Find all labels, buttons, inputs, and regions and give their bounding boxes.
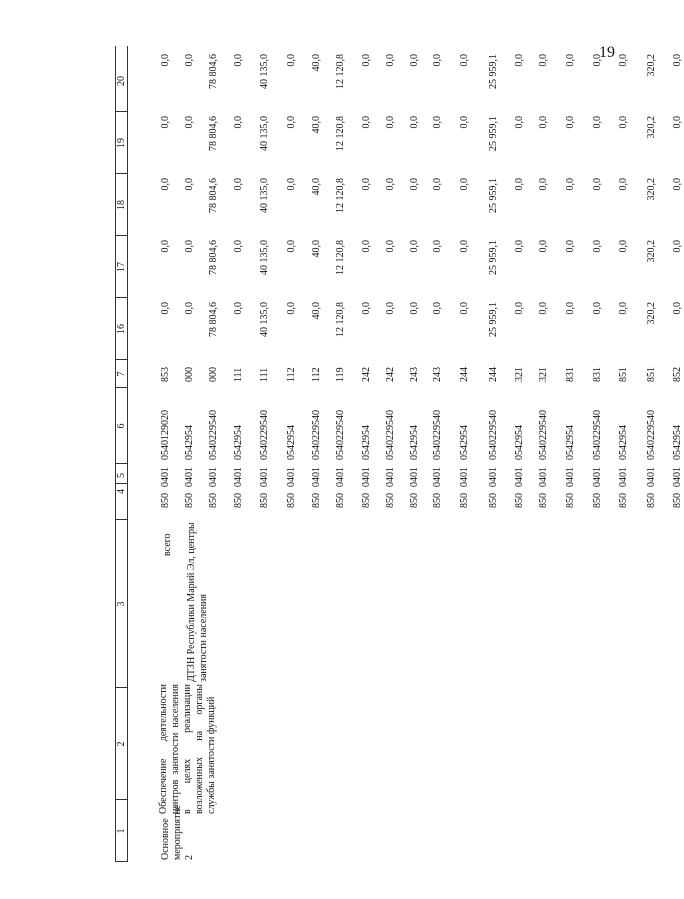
table-cell-v17: 0,0	[432, 240, 443, 253]
table-cell-csr: 0540229540	[592, 410, 603, 460]
table-cell-v18: 78 804,6	[208, 178, 219, 213]
table-cell-v17: 0,0	[538, 240, 549, 253]
table-cell-rzpr: 0401	[488, 467, 499, 487]
column-header-3: 3	[116, 601, 127, 607]
table-cell-rzpr: 0401	[335, 467, 346, 487]
table-cell-vr: 831	[565, 367, 576, 382]
table-cell-csr: 0542954	[409, 425, 420, 460]
table-cell-v19: 0,0	[409, 116, 420, 129]
table-cell-v20: 0,0	[514, 54, 525, 67]
table-cell-csr: 0542954	[184, 425, 195, 460]
table-cell-v20: 0,0	[233, 54, 244, 67]
table-cell-vr: 243	[409, 367, 420, 382]
table-cell-vr: 000	[184, 367, 195, 382]
table-cell-v19: 0,0	[672, 116, 683, 129]
table-cell-v17: 0,0	[361, 240, 372, 253]
table-cell-v20: 0,0	[361, 54, 372, 67]
table-cell-vr: 000	[208, 367, 219, 382]
table-cell-grbs: 850	[208, 493, 219, 508]
executor-dtzn: ДТЗН Республики Марий Эл, центры занятости населения	[186, 522, 209, 682]
table-cell-v18: 0,0	[184, 178, 195, 191]
table-cell-rzpr: 0401	[208, 467, 219, 487]
table-cell-v20: 25 959,1	[488, 54, 499, 89]
table-cell-vr: 851	[646, 367, 657, 382]
table-cell-csr: 0540229540	[385, 410, 396, 460]
column-header-1: 1	[116, 828, 127, 834]
table-cell-vr: 112	[311, 367, 322, 382]
table-cell-v18: 0,0	[672, 178, 683, 191]
table-cell-rzpr: 0401	[514, 467, 525, 487]
table-cell-grbs: 850	[385, 493, 396, 508]
table-cell-v19: 0,0	[432, 116, 443, 129]
table-cell-v20: 0,0	[184, 54, 195, 67]
table-cell-rzpr: 0401	[286, 467, 297, 487]
table-cell-v17: 78 804,6	[208, 240, 219, 275]
table-cell-v16: 0,0	[618, 302, 629, 315]
table-cell-rzpr: 0401	[385, 467, 396, 487]
table-cell-v17: 0,0	[184, 240, 195, 253]
table-cell-vr: 321	[538, 367, 549, 382]
table-cell-v20: 0,0	[672, 54, 683, 67]
table-cell-grbs: 850	[233, 493, 244, 508]
table-cell-v18: 0,0	[160, 178, 171, 191]
table-cell-v16: 0,0	[286, 302, 297, 315]
table-cell-v17: 0,0	[233, 240, 244, 253]
table-cell-rzpr: 0401	[184, 467, 195, 487]
table-cell-v20: 0,0	[286, 54, 297, 67]
table-cell-grbs: 850	[646, 493, 657, 508]
table-cell-v20: 0,0	[459, 54, 470, 67]
table-cell-vr: 243	[432, 367, 443, 382]
table-cell-v16: 0,0	[432, 302, 443, 315]
table-cell-v16: 0,0	[565, 302, 576, 315]
table-cell-v19: 320,2	[646, 116, 657, 139]
table-cell-v19: 40 135,0	[259, 116, 270, 151]
table-cell-grbs: 850	[361, 493, 372, 508]
table-cell-v18: 320,2	[646, 178, 657, 201]
table-cell-v18: 0,0	[592, 178, 603, 191]
table-cell-grbs: 850	[459, 493, 470, 508]
table-cell-v18: 0,0	[538, 178, 549, 191]
table-cell-v16: 78 804,6	[208, 302, 219, 337]
column-header-18: 18	[116, 200, 127, 210]
table-cell-v17: 40,0	[311, 240, 322, 258]
table-cell-grbs: 850	[184, 493, 195, 508]
table-cell-v20: 0,0	[385, 54, 396, 67]
column-header-16: 16	[116, 324, 127, 334]
table-cell-grbs: 850	[409, 493, 420, 508]
page-number: 19	[599, 44, 615, 61]
table-cell-v20: 40,0	[311, 54, 322, 72]
table-cell-v16: 12 120,8	[335, 302, 346, 337]
table-cell-v20: 320,2	[646, 54, 657, 77]
table-cell-v19: 0,0	[565, 116, 576, 129]
table-cell-csr: 0540229540	[259, 410, 270, 460]
table-cell-v20: 0,0	[565, 54, 576, 67]
table-cell-v18: 0,0	[286, 178, 297, 191]
table-cell-v19: 0,0	[538, 116, 549, 129]
table-cell-rzpr: 0401	[311, 467, 322, 487]
table-cell-v16: 0,0	[514, 302, 525, 315]
table-cell-v19: 0,0	[160, 116, 171, 129]
table-cell-grbs: 850	[432, 493, 443, 508]
table-cell-rzpr: 0401	[160, 467, 171, 487]
table-cell-v17: 25 959,1	[488, 240, 499, 275]
budget-table	[114, 46, 683, 862]
table-cell-v20: 40 135,0	[259, 54, 270, 89]
table-cell-rzpr: 0401	[233, 467, 244, 487]
table-cell-rzpr: 0401	[259, 467, 270, 487]
table-cell-v19: 12 120,8	[335, 116, 346, 151]
table-cell-grbs: 850	[160, 493, 171, 508]
table-cell-v20: 0,0	[538, 54, 549, 67]
table-cell-csr: 0540129020	[160, 410, 171, 460]
column-header-6: 6	[116, 423, 127, 429]
table-cell-grbs: 850	[538, 493, 549, 508]
table-cell-vr: 111	[259, 367, 270, 382]
table-cell-v16: 0,0	[233, 302, 244, 315]
table-cell-v17: 0,0	[409, 240, 420, 253]
table-cell-v19: 40,0	[311, 116, 322, 134]
table-cell-rzpr: 0401	[618, 467, 629, 487]
table-cell-rzpr: 0401	[361, 467, 372, 487]
table-cell-vr: 119	[335, 367, 346, 382]
table-cell-v17: 0,0	[459, 240, 470, 253]
table-cell-v16: 40,0	[311, 302, 322, 320]
table-cell-v16: 0,0	[409, 302, 420, 315]
table-cell-v18: 25 959,1	[488, 178, 499, 213]
table-cell-rzpr: 0401	[432, 467, 443, 487]
column-header-19: 19	[116, 138, 127, 148]
table-cell-grbs: 850	[672, 493, 683, 508]
table-cell-v19: 0,0	[233, 116, 244, 129]
table-cell-v20: 0,0	[409, 54, 420, 67]
table-cell-v16: 0,0	[592, 302, 603, 315]
event-description: Обеспечение деятельности центров занятости населения в целях реализации возложенных на органы службы занятости функций	[158, 684, 217, 814]
table-cell-v19: 0,0	[286, 116, 297, 129]
table-cell-grbs: 850	[311, 493, 322, 508]
table-cell-csr: 0542954	[565, 425, 576, 460]
table-cell-v19: 78 804,6	[208, 116, 219, 151]
table-cell-vr: 244	[488, 367, 499, 382]
table-cell-v19: 0,0	[184, 116, 195, 129]
table-cell-csr: 0542954	[672, 425, 683, 460]
table-cell-grbs: 850	[592, 493, 603, 508]
table-cell-csr: 0542954	[361, 425, 372, 460]
col-border	[115, 483, 127, 484]
table-cell-v17: 320,2	[646, 240, 657, 263]
table-cell-rzpr: 0401	[538, 467, 549, 487]
table-cell-csr: 0542954	[233, 425, 244, 460]
column-header-2: 2	[116, 741, 127, 747]
table-cell-v16: 25 959,1	[488, 302, 499, 337]
table-cell-v18: 0,0	[432, 178, 443, 191]
table-cell-vr: 853	[160, 367, 171, 382]
table-cell-v20: 78 804,6	[208, 54, 219, 89]
table-cell-rzpr: 0401	[646, 467, 657, 487]
table-cell-v16: 0,0	[672, 302, 683, 315]
table-cell-vr: 831	[592, 367, 603, 382]
event-name: Основное мероприятие 2	[160, 804, 195, 860]
table-cell-v18: 40 135,0	[259, 178, 270, 213]
table-cell-rzpr: 0401	[672, 467, 683, 487]
table-cell-v17: 0,0	[672, 240, 683, 253]
table-cell-v18: 0,0	[409, 178, 420, 191]
table-cell-v18: 40,0	[311, 178, 322, 196]
table-cell-v20: 12 120,8	[335, 54, 346, 89]
table-cell-vr: 851	[618, 367, 629, 382]
table-cell-grbs: 850	[565, 493, 576, 508]
table-cell-v20: 0,0	[432, 54, 443, 67]
table-cell-csr: 0540229540	[335, 410, 346, 460]
table-cell-v19: 0,0	[592, 116, 603, 129]
table-cell-v19: 0,0	[514, 116, 525, 129]
table-cell-rzpr: 0401	[592, 467, 603, 487]
table-cell-v20: 0,0	[592, 54, 603, 67]
table-cell-csr: 0540229540	[208, 410, 219, 460]
table-cell-grbs: 850	[286, 493, 297, 508]
table-cell-v20: 0,0	[160, 54, 171, 67]
table-cell-csr: 0540229540	[488, 410, 499, 460]
table-cell-v19: 25 959,1	[488, 116, 499, 151]
table-cell-v17: 0,0	[565, 240, 576, 253]
executor-total: всего	[162, 533, 173, 556]
column-header-4: 4	[116, 489, 127, 494]
table-cell-csr: 0540229540	[432, 410, 443, 460]
column-header-17: 17	[116, 262, 127, 272]
table-cell-csr: 0542954	[286, 425, 297, 460]
table-cell-vr: 242	[361, 367, 372, 382]
table-cell-v17: 0,0	[160, 240, 171, 253]
table-cell-vr: 244	[459, 367, 470, 382]
table-cell-v18: 0,0	[361, 178, 372, 191]
table-cell-v16: 0,0	[385, 302, 396, 315]
table-cell-v17: 0,0	[385, 240, 396, 253]
column-header-5: 5	[116, 473, 127, 478]
table-cell-v16: 320,2	[646, 302, 657, 325]
table-cell-v16: 0,0	[160, 302, 171, 315]
table-cell-v19: 0,0	[459, 116, 470, 129]
table-cell-v19: 0,0	[385, 116, 396, 129]
table-cell-vr: 112	[286, 367, 297, 382]
table-cell-v17: 0,0	[286, 240, 297, 253]
table-cell-v18: 0,0	[385, 178, 396, 191]
table-cell-v17: 40 135,0	[259, 240, 270, 275]
table-cell-vr: 242	[385, 367, 396, 382]
table-cell-csr: 0542954	[514, 425, 525, 460]
table-cell-v18: 0,0	[565, 178, 576, 191]
table-cell-v16: 0,0	[361, 302, 372, 315]
table-cell-v16: 0,0	[538, 302, 549, 315]
table-cell-v17: 0,0	[514, 240, 525, 253]
table-cell-vr: 111	[233, 367, 244, 382]
table-cell-csr: 0542954	[618, 425, 629, 460]
column-header-7: 7	[116, 371, 127, 377]
table-cell-v20: 0,0	[618, 54, 629, 67]
column-header-20: 20	[116, 76, 127, 86]
table-cell-v16: 0,0	[184, 302, 195, 315]
table-cell-v18: 0,0	[618, 178, 629, 191]
table-cell-v18: 0,0	[233, 178, 244, 191]
table-cell-v17: 0,0	[618, 240, 629, 253]
table-cell-csr: 0542954	[459, 425, 470, 460]
table-cell-vr: 321	[514, 367, 525, 382]
table-cell-rzpr: 0401	[459, 467, 470, 487]
table-cell-csr: 0540229540	[311, 410, 322, 460]
table-cell-v17: 12 120,8	[335, 240, 346, 275]
table-cell-v19: 0,0	[618, 116, 629, 129]
table-cell-rzpr: 0401	[409, 467, 420, 487]
table-cell-grbs: 850	[618, 493, 629, 508]
table-cell-v19: 0,0	[361, 116, 372, 129]
table-cell-v16: 0,0	[459, 302, 470, 315]
table-cell-rzpr: 0401	[565, 467, 576, 487]
table-cell-grbs: 850	[335, 493, 346, 508]
table-cell-csr: 0540229540	[646, 410, 657, 460]
table-cell-vr: 852	[672, 367, 683, 382]
table-cell-grbs: 850	[259, 493, 270, 508]
table-cell-v18: 12 120,8	[335, 178, 346, 213]
table-cell-v18: 0,0	[514, 178, 525, 191]
table-cell-v16: 40 135,0	[259, 302, 270, 337]
table-cell-grbs: 850	[514, 493, 525, 508]
table-cell-grbs: 850	[488, 493, 499, 508]
table-cell-csr: 0540229540	[538, 410, 549, 460]
table-cell-v18: 0,0	[459, 178, 470, 191]
table-cell-v17: 0,0	[592, 240, 603, 253]
